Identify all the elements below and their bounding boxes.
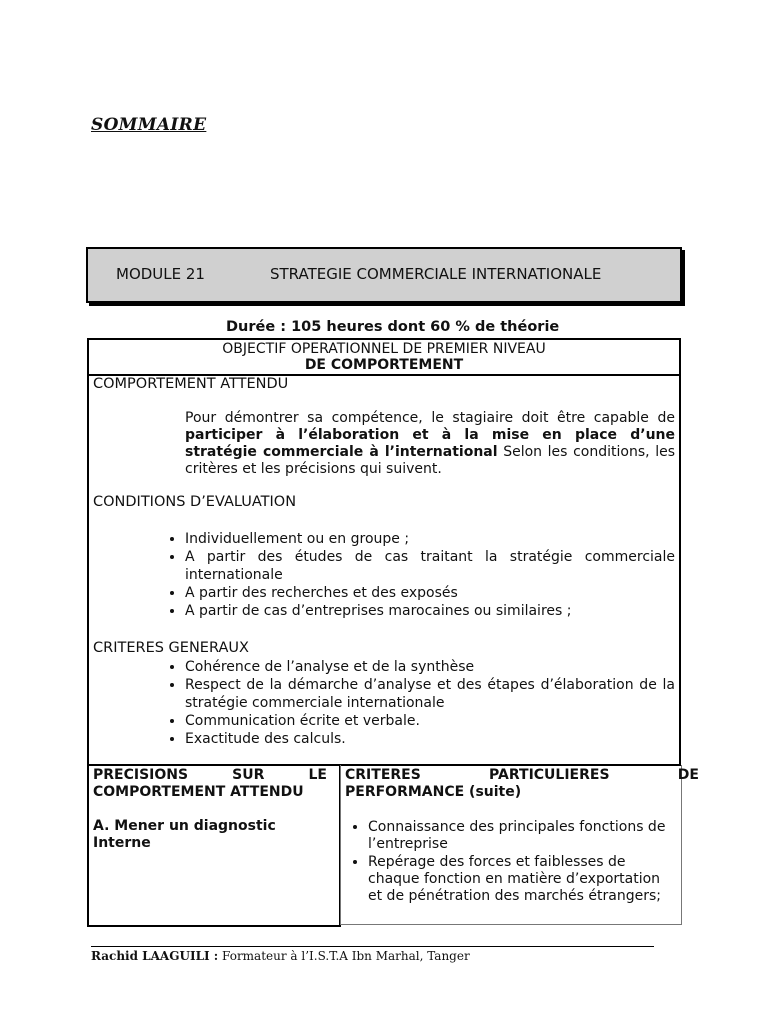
list-item: • Connaissance des principales fonctions de l’entreprise [368,819,673,853]
list-item: • Individuellement ou en groupe ; [185,530,675,548]
list-item: • Cohérence de l’analyse et de la synthèse [185,658,675,676]
module-number: MODULE 21 [116,265,205,283]
duration-text: Durée : 105 heures dont 60 % de théorie [226,319,560,335]
behavior-intro: Pour démontrer sa compétence, le stagiaire doit être capable de participer à l’élaboration et à la mise en place d’une stratégie commerciale à l’international Selon les conditions, les critères et les précisions qui suivent. [185,410,675,477]
footer-role: Formateur à l’I.S.T.A Ibn Marhal, Tanger [218,949,470,963]
list-item: • Repérage des forces et faiblesses de chaque fonction en matière d’exportation et de pénétration des marchés étrangers; [368,854,673,905]
objective-line1: OBJECTIF OPERATIONNEL DE PREMIER NIVEAU [222,341,546,357]
footer-author: Rachid LAAGUILI : [91,949,219,963]
performance-cell [340,765,699,925]
module-title: STRATEGIE COMMERCIALE INTERNATIONALE [270,265,602,283]
list-item: • A partir de cas d’entreprises marocaines ou similaires ; [185,602,675,620]
performance-title-line2: PERFORMANCE (suite) [345,784,522,800]
section-criteres-title: CRITERES GENERAUX [93,640,249,656]
performance-title-line1: CRITERES PARTICULIERES DE [345,767,699,783]
objective-header [89,340,679,376]
section-comportement-title: COMPORTEMENT ATTENDU [93,376,289,392]
precisions-cell [87,765,341,927]
conditions-list [167,530,675,620]
behavior-intro-bold: participer à l’élaboration et à la mise en place d’une stratégie commerciale à l’international [185,427,675,460]
list-item: • Communication écrite et verbale. [185,712,675,730]
objective-table [87,338,681,766]
footer-divider [91,946,654,947]
list-item: • Exactitude des calculs. [185,730,675,748]
section-conditions-title: CONDITIONS D’EVALUATION [93,494,297,510]
list-item: • A partir des études de cas traitant la stratégie commerciale internationale [185,548,675,584]
list-item: • A partir des recherches et des exposés [185,584,675,602]
performance-list [341,819,673,906]
page-title: SOMMAIRE [91,115,207,135]
footer [91,949,470,963]
list-item: • Respect de la démarche d’analyse et des étapes d’élaboration de la stratégie commerciale internationale [185,676,675,712]
module-banner [86,247,682,303]
objective-line2: DE COMPORTEMENT [304,357,464,373]
criteria-list [167,658,675,748]
precisions-title-line2: COMPORTEMENT ATTENDU [93,784,304,800]
precisions-title-line1: PRECISIONS SUR LE [93,767,327,783]
diagnostic-heading: A. Mener un diagnostic Interne [93,818,276,851]
